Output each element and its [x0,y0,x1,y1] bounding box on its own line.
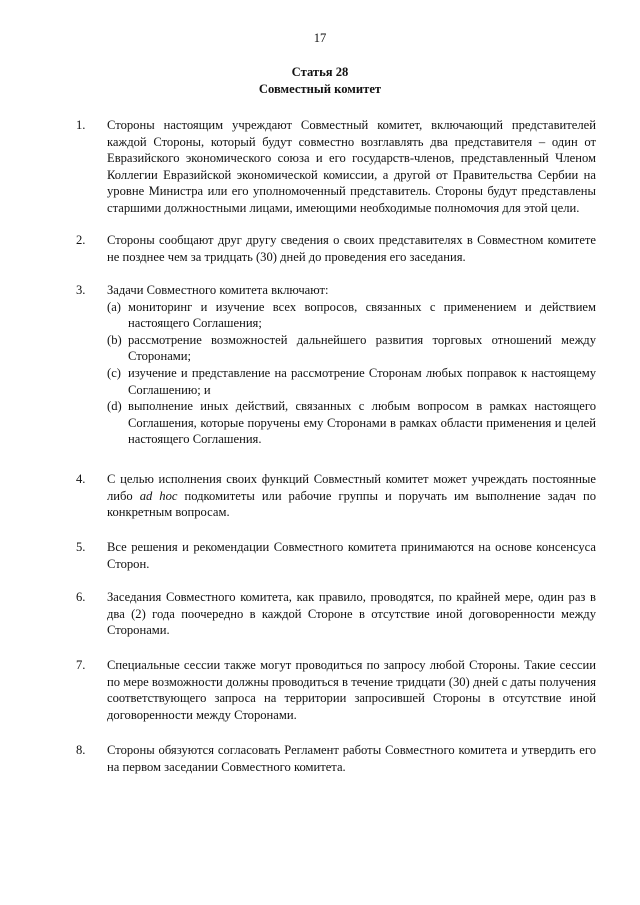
item-number: 8. [76,743,86,757]
article-title: Совместный комитет [258,82,382,96]
item-text: Специальные сессии также могут проводиться по запросу любой Стороны. Такие сессии по мере возможности должны проводиться в течение тридцати (30) дней с даты получения соответствующего запроса на территории запросившей Стороны в отсутствие иной договоренности между Сторонами. [107,658,596,722]
item-number: 4. [76,472,86,486]
item-text: Стороны сообщают друг другу сведения о своих представителях в Совместном комитете не позднее чем за тридцать (30) дней до проведения его заседания. [107,233,596,264]
item-text [107,471,596,521]
subitem-text: выполнение иных действий, связанных с любым вопросом в рамках настоящего Соглашения, которые поручены ему Сторонами в рамках области применения и целей настоящего Соглашения. [128,399,596,447]
item-text: Стороны обязуются согласовать Регламент работы Совместного комитета и утвердить его на первом заседании Совместного комитета. [107,743,596,774]
item-number: 5. [76,540,86,554]
list-item [76,589,596,639]
list-item [76,282,596,448]
item-text: Заседания Совместного комитета, как правило, проводятся, по крайней мере, один раз в два (2) года поочередно в каждой Стороне в отсутствие иной договоренности между Сторонами. [107,590,596,638]
item-intro: Задачи Совместного комитета включают: [107,283,329,297]
list-item [76,742,596,775]
article-number: Статья 28 [291,65,349,79]
list-item [76,657,596,723]
item-text-part: подкомитеты или рабочие группы и поручать им выполнение задач по конкретным вопросам. [107,488,596,520]
subitem-label: (b) [107,332,122,347]
subitem [107,365,596,398]
item-number: 1. [76,118,86,132]
item-number: 3. [76,283,86,297]
item-number: 6. [76,590,86,604]
item-number: 2. [76,233,86,247]
subitem-label: (c) [107,365,121,380]
subitem-text: мониторинг и изучение всех вопросов, связанных с применением и действием настоящего Соглашения; [128,299,596,331]
item-number: 7. [76,658,86,672]
subitem-label: (d) [107,399,122,414]
list-item [76,471,596,521]
item-text: Стороны настоящим учреждают Совместный комитет, включающий представителей каждой Стороны, который будут совместно возглавлять два представителя – один от Евразийского экономического союза и его государств-членов, представленный Членом Коллегии Евразийской экономической комиссии, а другой от Правительства Сербии на уровне Министра или его уполномоченный представитель. Стороны будут представлены старшими должностными лицами, имеющими необходимые полномочия для этой цели. [107,118,596,215]
item-text-part: С целью исполнения своих функций Совместный комитет может учреждать постоянные либо [107,472,596,503]
subitem [107,299,596,332]
page-number: 17 [313,31,327,45]
subitem [107,332,596,365]
item-text-italic: ad hoc [139,488,178,503]
list-item [76,539,596,572]
list-item [76,117,596,217]
subitem-label: (a) [107,299,121,314]
subitem-text: изучение и представление на рассмотрение Сторонам любых поправок к настоящему Соглашению; и [128,365,596,397]
subitem [107,398,596,448]
item-text: Все решения и рекомендации Совместного комитета принимаются на основе консенсуса Сторон. [107,540,596,571]
subitem-text: рассмотрение возможностей дальнейшего развития торговых отношений между Сторонами; [128,332,596,364]
list-item [76,232,596,265]
article-heading [0,64,640,98]
